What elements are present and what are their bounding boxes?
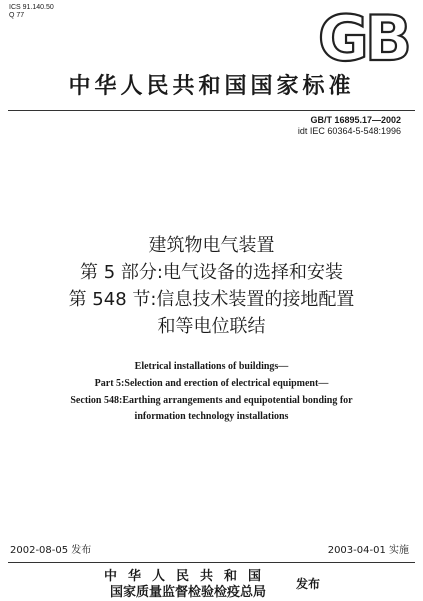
title-en-line1: Eletrical installations of buildings—	[134, 361, 289, 372]
title-en-line4: information technology installations	[134, 411, 289, 422]
title-zh-line1: 建筑物电气装置	[148, 235, 275, 256]
idt-reference: idt IEC 60364-5-548:1996	[297, 126, 401, 136]
standard-type-title: 中华人民共和国国家标准	[68, 73, 355, 99]
title-en-line2: Part 5:Selection and erection of electrical equipment—	[94, 378, 329, 389]
issuer-country: 中华人民共和国	[103, 569, 272, 584]
issue-date: 2002-08-05 发布	[10, 545, 92, 556]
bottom-divider	[8, 562, 415, 563]
title-zh-line2: 第 5 部分:电气设备的选择和安装	[80, 262, 343, 283]
ics-code: ICS 91.140.50	[9, 4, 54, 11]
issuer-agency: 国家质量监督检验检疫总局	[109, 585, 266, 600]
ccs-code: Q 77	[9, 12, 25, 19]
title-zh-line4: 和等电位联结	[157, 316, 266, 337]
gb-logo-text: GB	[317, 4, 409, 70]
standard-number: GB/T 16895.17—2002	[310, 115, 401, 125]
title-zh-line3: 第 548 节:信息技术装置的接地配置	[68, 289, 355, 310]
top-divider	[8, 110, 415, 111]
gb-logo	[316, 4, 410, 70]
effective-date: 2003-04-01 实施	[327, 545, 409, 556]
issue-label: 发布	[296, 577, 321, 591]
title-en-line3: Section 548:Earthing arrangements and equipotential bonding for	[70, 395, 353, 406]
